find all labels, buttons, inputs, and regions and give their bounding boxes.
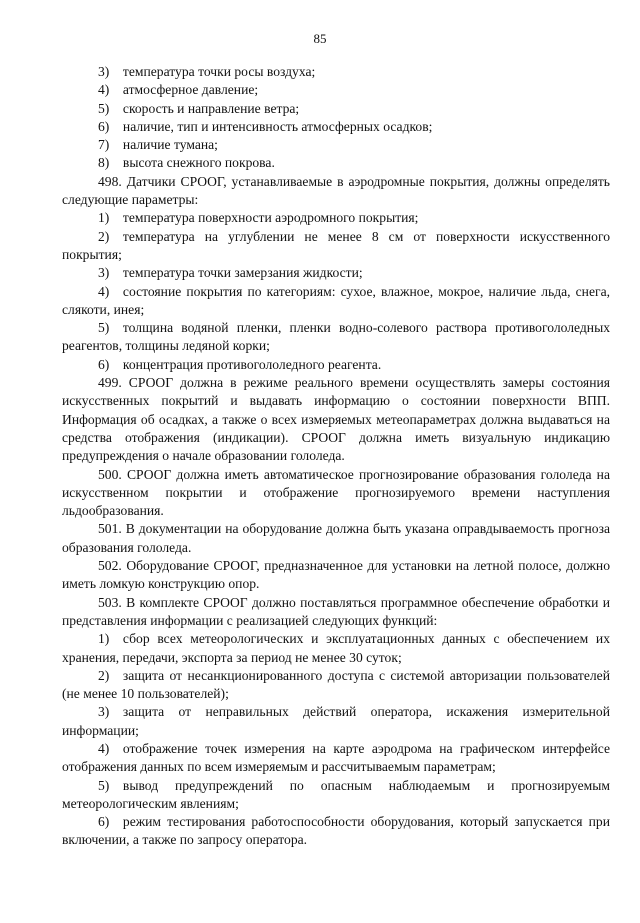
paragraph-502: 502. Оборудование СРООГ, предназначенное для установки на летной полосе, должно иметь ломкую конструкцию опор. [62, 558, 614, 592]
list-item-data-collection: 1) сбор всех метеорологических и эксплуатационных данных с обеспечением их хранения, передачи, экспорта за период не менее 30 суток; [62, 631, 614, 665]
list-item-film-thickness: 5) толщина водяной пленки, пленки водно-солевого раствора противогололедных реагентов, толщины ледяной корки; [62, 320, 614, 354]
list-item-reagent-concentration: 6) концентрация противогололедного реагента. [98, 356, 382, 372]
list-item-fog: 7) наличие тумана; [98, 137, 218, 153]
list-item-snow-depth: 8) высота снежного покрова. [98, 155, 275, 171]
list-item-operator-error-protection: 3) защита от неправильных действий оператора, искажения измерительной информации; [62, 704, 614, 738]
paragraph-498: 498. Датчики СРООГ, устанавливаемые в аэродромные покрытия, должны определять следующие параметры: [62, 173, 614, 208]
list-item-map-display: 4) отображение точек измерения на карте аэродрома на графическом интерфейсе отображения данных по всем измеряемым и рассчитываемым параметрам; [62, 740, 614, 775]
paragraph-500: 500. СРООГ должна иметь автоматическое прогнозирование образования гололеда на искусственном покрытии и отображение прогнозируемого времени наступления льдообразования. [62, 466, 614, 519]
list-item-pressure: 4) атмосферное давление; [98, 82, 259, 98]
paragraph-501: 501. В документации на оборудование должна быть указана оправдываемость прогноза образования гололеда. [62, 521, 614, 555]
document-body [62, 63, 614, 850]
list-item-depth-temperature: 2) температура на углублении не менее 8 см от поверхности искусственного покрытия; [62, 228, 614, 262]
paragraph-499: 499. СРООГ должна в режиме реального времени осуществлять замеры состояния искусственных покрытий и выдавать информацию о состоянии поверхности ВПП. Информация об осадках, а также о всех измеряемых метеопараметрах должна выдаваться на средства отображения (индикации). СРООГ должна иметь визуальную индикацию предупреждения о начале образовании гололеда. [62, 375, 614, 464]
list-item-surface-temperature: 1) температура поверхности аэродромного покрытия; [98, 210, 419, 226]
list-item-dew-point: 3) температура точки росы воздуха; [98, 64, 316, 79]
list-item-wind: 5) скорость и направление ветра; [98, 100, 300, 116]
list-item-access-protection: 2) защита от несанкционированного доступа с системой авторизации пользователей (не менее 10 пользователей); [62, 667, 614, 702]
list-item-test-mode: 6) режим тестирования работоспособности оборудования, который запускается при включении, а также по запросу оператора. [62, 814, 614, 848]
list-item-freezing-point: 3) температура точки замерзания жидкости; [98, 265, 363, 281]
list-item-precipitation: 6) наличие, тип и интенсивность атмосферных осадков; [98, 118, 433, 134]
list-item-surface-state: 4) состояние покрытия по категориям: сухое, влажное, мокрое, наличие льда, снега, слякоти, инея; [62, 283, 614, 317]
page-number: 85 [313, 31, 327, 46]
paragraph-503: 503. В комплекте СРООГ должно поставляться программное обеспечение обработки и представления информации с реализацией следующих функций: [62, 594, 614, 628]
list-item-warnings: 5) вывод предупреждений по опасным наблюдаемым и прогнозируемым метеорологическим явлениям; [62, 777, 614, 811]
